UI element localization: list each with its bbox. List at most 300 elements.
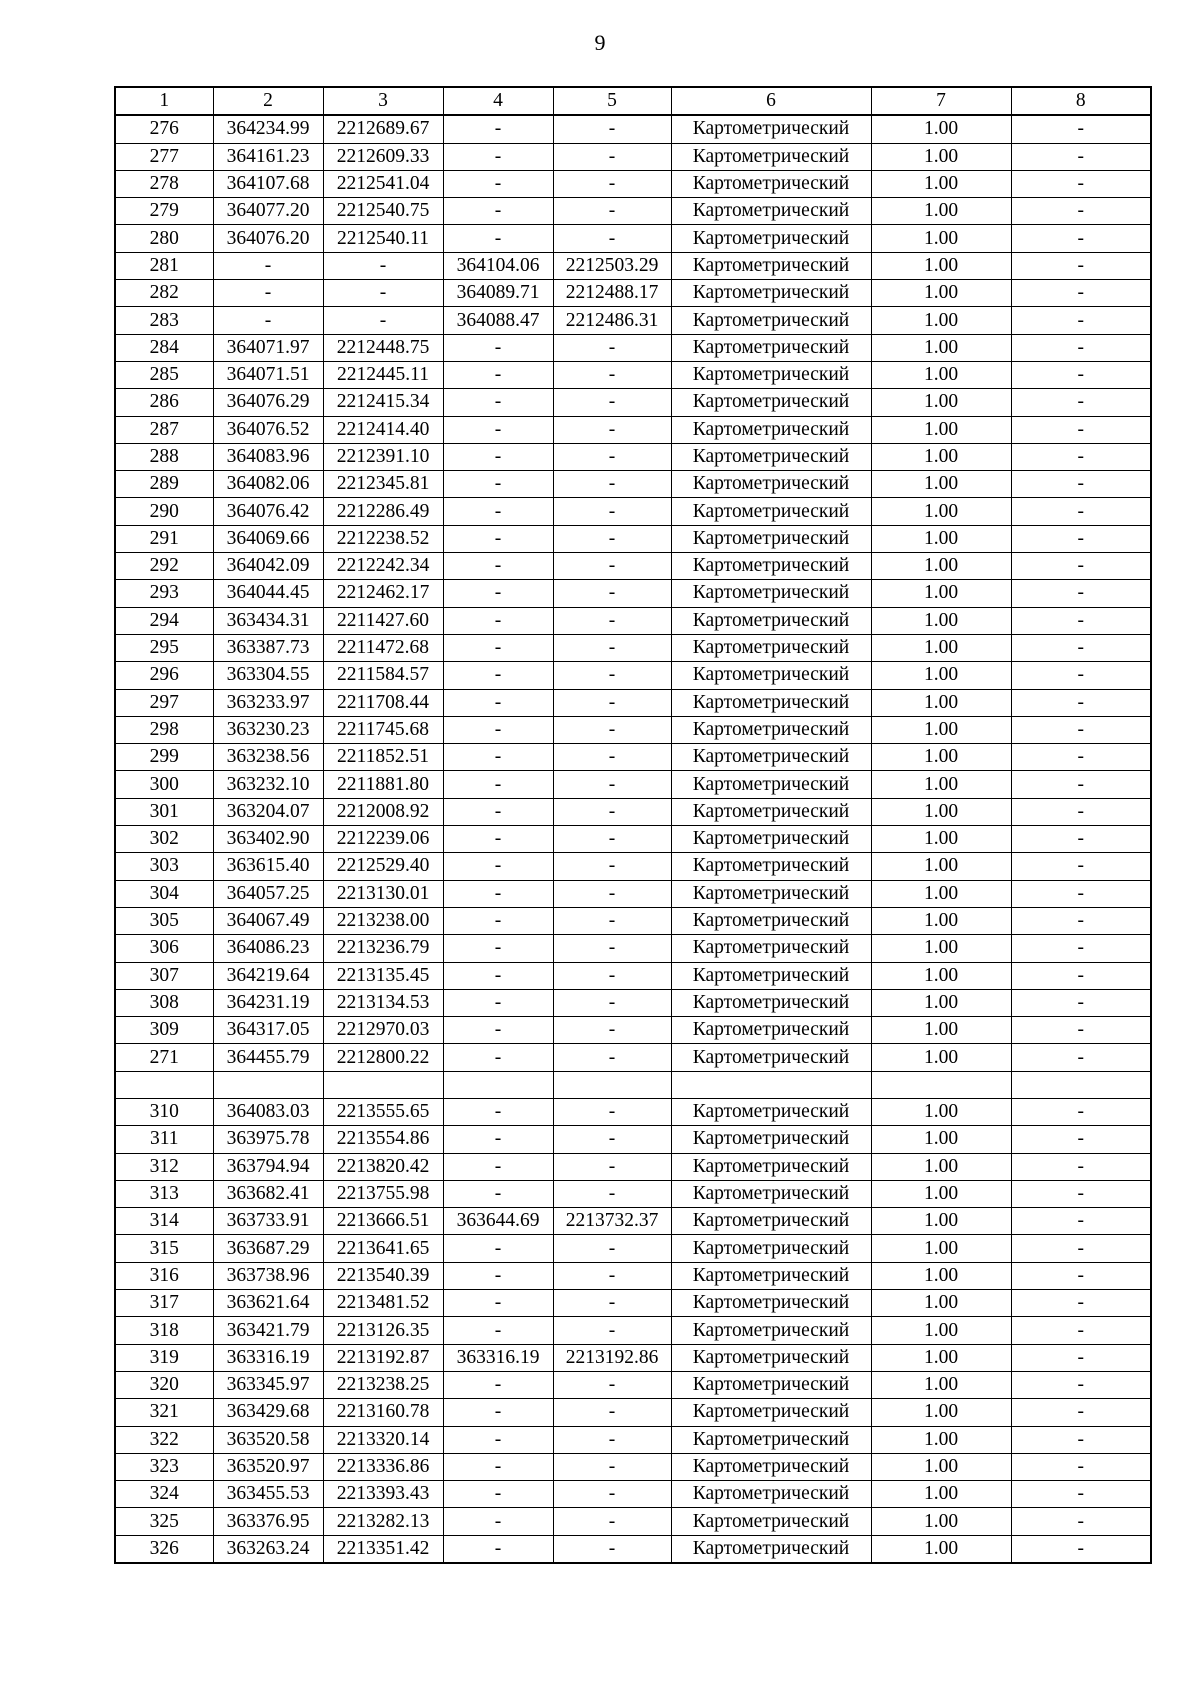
cell-refined-x: -	[443, 416, 553, 443]
cell-description: -	[1011, 498, 1151, 525]
cell-existing-y: 2212462.17	[323, 580, 443, 607]
cell-refined-x: -	[443, 962, 553, 989]
cell-description: -	[1011, 1317, 1151, 1344]
cell-refined-x	[443, 1071, 553, 1098]
cell-point-number: 325	[115, 1508, 213, 1535]
cell-existing-y: 2213755.98	[323, 1180, 443, 1207]
cell-accuracy: 1.00	[871, 498, 1011, 525]
cell-existing-x: 363615.40	[213, 853, 323, 880]
cell-description: -	[1011, 280, 1151, 307]
cell-description: -	[1011, 826, 1151, 853]
cell-existing-y: 2211472.68	[323, 634, 443, 661]
cell-method: Картометрический	[671, 1290, 871, 1317]
cell-refined-y: 2213192.86	[553, 1344, 671, 1371]
cell-existing-x: 364083.96	[213, 443, 323, 470]
cell-accuracy: 1.00	[871, 334, 1011, 361]
cell-description: -	[1011, 853, 1151, 880]
cell-refined-y: -	[553, 826, 671, 853]
cell-refined-y: -	[553, 225, 671, 252]
cell-method: Картометрический	[671, 1262, 871, 1289]
cell-point-number: 298	[115, 716, 213, 743]
cell-existing-x: 363238.56	[213, 744, 323, 771]
cell-description: -	[1011, 1344, 1151, 1371]
cell-refined-y: -	[553, 634, 671, 661]
cell-method: Картометрический	[671, 989, 871, 1016]
cell-method: Картометрический	[671, 907, 871, 934]
cell-method: Картометрический	[671, 744, 871, 771]
table-row	[115, 744, 1151, 771]
cell-existing-y: 2212689.67	[323, 115, 443, 143]
cell-description: -	[1011, 1371, 1151, 1398]
cell-refined-x: -	[443, 935, 553, 962]
cell-refined-x: -	[443, 634, 553, 661]
cell-refined-y: -	[553, 1235, 671, 1262]
cell-refined-y: -	[553, 935, 671, 962]
cell-existing-y: 2212609.33	[323, 143, 443, 170]
cell-point-number: 271	[115, 1044, 213, 1071]
cell-description: -	[1011, 1153, 1151, 1180]
table-row	[115, 1017, 1151, 1044]
cell-method: Картометрический	[671, 634, 871, 661]
cell-refined-x: 364088.47	[443, 307, 553, 334]
table-row	[115, 471, 1151, 498]
cell-existing-y: 2212445.11	[323, 361, 443, 388]
cell-existing-x: 363621.64	[213, 1290, 323, 1317]
cell-refined-x: -	[443, 880, 553, 907]
cell-accuracy: 1.00	[871, 1153, 1011, 1180]
cell-existing-y: 2212286.49	[323, 498, 443, 525]
cell-description: -	[1011, 115, 1151, 143]
cell-refined-x: -	[443, 662, 553, 689]
cell-refined-x: -	[443, 716, 553, 743]
cell-point-number: 316	[115, 1262, 213, 1289]
cell-existing-x: -	[213, 307, 323, 334]
cell-existing-y: 2212238.52	[323, 525, 443, 552]
table-row	[115, 525, 1151, 552]
cell-refined-y: 2213732.37	[553, 1208, 671, 1235]
cell-refined-x: -	[443, 1290, 553, 1317]
cell-existing-y: 2213820.42	[323, 1153, 443, 1180]
table-row	[115, 1535, 1151, 1563]
cell-accuracy	[871, 1071, 1011, 1098]
column-header: 8	[1011, 87, 1151, 115]
cell-method: Картометрический	[671, 198, 871, 225]
cell-description: -	[1011, 1017, 1151, 1044]
table-row	[115, 1235, 1151, 1262]
cell-description: -	[1011, 1453, 1151, 1480]
cell-existing-x: 364076.20	[213, 225, 323, 252]
cell-refined-x: -	[443, 1262, 553, 1289]
cell-point-number: 279	[115, 198, 213, 225]
cell-method: Картометрический	[671, 1126, 871, 1153]
cell-accuracy: 1.00	[871, 1399, 1011, 1426]
cell-description: -	[1011, 1481, 1151, 1508]
cell-point-number: 302	[115, 826, 213, 853]
cell-point-number: 292	[115, 553, 213, 580]
cell-accuracy: 1.00	[871, 1290, 1011, 1317]
cell-refined-x: -	[443, 607, 553, 634]
cell-existing-x: 363402.90	[213, 826, 323, 853]
cell-existing-y: 2212242.34	[323, 553, 443, 580]
cell-refined-x: 363316.19	[443, 1344, 553, 1371]
table-row	[115, 853, 1151, 880]
cell-existing-x: 363204.07	[213, 798, 323, 825]
table-row	[115, 826, 1151, 853]
cell-existing-x: 363304.55	[213, 662, 323, 689]
cell-accuracy: 1.00	[871, 1017, 1011, 1044]
cell-existing-x: 364234.99	[213, 115, 323, 143]
cell-refined-x: -	[443, 1453, 553, 1480]
cell-existing-y: 2212415.34	[323, 389, 443, 416]
cell-refined-x: -	[443, 1126, 553, 1153]
cell-existing-y: 2212529.40	[323, 853, 443, 880]
cell-refined-x: -	[443, 361, 553, 388]
cell-accuracy: 1.00	[871, 525, 1011, 552]
column-header: 4	[443, 87, 553, 115]
cell-existing-x: 363687.29	[213, 1235, 323, 1262]
cell-point-number: 307	[115, 962, 213, 989]
table-row	[115, 1071, 1151, 1098]
cell-accuracy: 1.00	[871, 1180, 1011, 1207]
cell-refined-y: -	[553, 580, 671, 607]
cell-existing-x: 364086.23	[213, 935, 323, 962]
cell-existing-y: 2213134.53	[323, 989, 443, 1016]
cell-method: Картометрический	[671, 389, 871, 416]
cell-description: -	[1011, 771, 1151, 798]
table-row	[115, 334, 1151, 361]
cell-point-number: 300	[115, 771, 213, 798]
cell-refined-y: -	[553, 498, 671, 525]
cell-point-number: 291	[115, 525, 213, 552]
cell-description: -	[1011, 225, 1151, 252]
cell-existing-x: 363455.53	[213, 1481, 323, 1508]
cell-method: Картометрический	[671, 1399, 871, 1426]
cell-description: -	[1011, 634, 1151, 661]
cell-accuracy: 1.00	[871, 225, 1011, 252]
cell-existing-y: 2213126.35	[323, 1317, 443, 1344]
cell-point-number: 296	[115, 662, 213, 689]
cell-existing-x: 363733.91	[213, 1208, 323, 1235]
cell-accuracy: 1.00	[871, 935, 1011, 962]
cell-method: Картометрический	[671, 252, 871, 279]
cell-existing-x: 364076.42	[213, 498, 323, 525]
cell-method: Картометрический	[671, 716, 871, 743]
cell-accuracy: 1.00	[871, 170, 1011, 197]
cell-method: Картометрический	[671, 525, 871, 552]
cell-accuracy: 1.00	[871, 1262, 1011, 1289]
cell-description: -	[1011, 580, 1151, 607]
cell-existing-y: 2213555.65	[323, 1098, 443, 1125]
cell-point-number: 286	[115, 389, 213, 416]
cell-description: -	[1011, 1044, 1151, 1071]
cell-refined-x: -	[443, 389, 553, 416]
cell-existing-y: 2213238.25	[323, 1371, 443, 1398]
cell-method: Картометрический	[671, 443, 871, 470]
cell-description: -	[1011, 798, 1151, 825]
cell-refined-y: -	[553, 880, 671, 907]
cell-method: Картометрический	[671, 1098, 871, 1125]
cell-point-number: 293	[115, 580, 213, 607]
cell-accuracy: 1.00	[871, 1208, 1011, 1235]
cell-accuracy: 1.00	[871, 771, 1011, 798]
cell-refined-y: -	[553, 716, 671, 743]
cell-refined-x: -	[443, 907, 553, 934]
cell-point-number: 294	[115, 607, 213, 634]
cell-existing-x: 364044.45	[213, 580, 323, 607]
cell-existing-x: 363345.97	[213, 1371, 323, 1398]
table-row	[115, 1126, 1151, 1153]
cell-existing-y: 2213236.79	[323, 935, 443, 962]
cell-description: -	[1011, 252, 1151, 279]
cell-method: Картометрический	[671, 853, 871, 880]
cell-method: Картометрический	[671, 334, 871, 361]
cell-existing-x: 364042.09	[213, 553, 323, 580]
table-row	[115, 252, 1151, 279]
table-row	[115, 1399, 1151, 1426]
cell-point-number: 324	[115, 1481, 213, 1508]
cell-description: -	[1011, 553, 1151, 580]
cell-description: -	[1011, 525, 1151, 552]
cell-accuracy: 1.00	[871, 1317, 1011, 1344]
cell-point-number: 297	[115, 689, 213, 716]
cell-accuracy: 1.00	[871, 662, 1011, 689]
cell-existing-y: -	[323, 307, 443, 334]
cell-existing-y: 2212800.22	[323, 1044, 443, 1071]
cell-description: -	[1011, 198, 1151, 225]
cell-point-number: 289	[115, 471, 213, 498]
cell-description: -	[1011, 1426, 1151, 1453]
cell-method: Картометрический	[671, 798, 871, 825]
cell-existing-x: 363794.94	[213, 1153, 323, 1180]
cell-existing-y: 2213540.39	[323, 1262, 443, 1289]
cell-existing-x: 364455.79	[213, 1044, 323, 1071]
cell-accuracy: 1.00	[871, 607, 1011, 634]
cell-existing-x: 363975.78	[213, 1126, 323, 1153]
cell-point-number: 315	[115, 1235, 213, 1262]
cell-method: Картометрический	[671, 580, 871, 607]
cell-description: -	[1011, 1235, 1151, 1262]
table-row	[115, 389, 1151, 416]
cell-refined-x: 364089.71	[443, 280, 553, 307]
cell-refined-y: -	[553, 1126, 671, 1153]
cell-description: -	[1011, 334, 1151, 361]
cell-refined-y: -	[553, 1290, 671, 1317]
table-row	[115, 1153, 1151, 1180]
table-row	[115, 689, 1151, 716]
cell-description: -	[1011, 935, 1151, 962]
cell-point-number: 309	[115, 1017, 213, 1044]
cell-accuracy: 1.00	[871, 115, 1011, 143]
table-row	[115, 634, 1151, 661]
cell-point-number: 288	[115, 443, 213, 470]
cell-method: Картометрический	[671, 935, 871, 962]
cell-existing-y: 2213320.14	[323, 1426, 443, 1453]
table-row	[115, 443, 1151, 470]
cell-refined-x: -	[443, 744, 553, 771]
cell-existing-x: -	[213, 280, 323, 307]
cell-accuracy: 1.00	[871, 1344, 1011, 1371]
cell-existing-y: 2213192.87	[323, 1344, 443, 1371]
cell-accuracy: 1.00	[871, 1508, 1011, 1535]
cell-point-number: 276	[115, 115, 213, 143]
cell-existing-x: 364077.20	[213, 198, 323, 225]
cell-point-number: 326	[115, 1535, 213, 1563]
cell-point-number: 318	[115, 1317, 213, 1344]
cell-existing-x: 364317.05	[213, 1017, 323, 1044]
cell-refined-y: -	[553, 1153, 671, 1180]
cell-point-number: 290	[115, 498, 213, 525]
table-row	[115, 361, 1151, 388]
cell-accuracy: 1.00	[871, 1371, 1011, 1398]
cell-accuracy: 1.00	[871, 716, 1011, 743]
cell-existing-y: 2212540.75	[323, 198, 443, 225]
cell-refined-y: -	[553, 1535, 671, 1563]
cell-method: Картометрический	[671, 471, 871, 498]
cell-existing-x: 364071.97	[213, 334, 323, 361]
table-row	[115, 280, 1151, 307]
cell-description: -	[1011, 1126, 1151, 1153]
cell-description: -	[1011, 1399, 1151, 1426]
cell-refined-x: -	[443, 798, 553, 825]
cell-description: -	[1011, 389, 1151, 416]
cell-refined-x: -	[443, 1508, 553, 1535]
cell-method: Картометрический	[671, 826, 871, 853]
cell-description: -	[1011, 962, 1151, 989]
cell-existing-y: -	[323, 280, 443, 307]
cell-point-number: 322	[115, 1426, 213, 1453]
cell-accuracy: 1.00	[871, 580, 1011, 607]
cell-existing-y: 2213160.78	[323, 1399, 443, 1426]
cell-method: Картометрический	[671, 880, 871, 907]
cell-refined-y: -	[553, 1399, 671, 1426]
cell-refined-y: -	[553, 1426, 671, 1453]
cell-existing-x: 363738.96	[213, 1262, 323, 1289]
cell-method: Картометрический	[671, 1426, 871, 1453]
cell-refined-x: -	[443, 1017, 553, 1044]
cell-method: Картометрический	[671, 115, 871, 143]
cell-point-number: 278	[115, 170, 213, 197]
cell-accuracy: 1.00	[871, 853, 1011, 880]
table-row	[115, 1371, 1151, 1398]
table-row	[115, 553, 1151, 580]
cell-description: -	[1011, 1180, 1151, 1207]
cell-existing-x: 363387.73	[213, 634, 323, 661]
cell-accuracy: 1.00	[871, 634, 1011, 661]
cell-method: Картометрический	[671, 771, 871, 798]
table-row	[115, 1208, 1151, 1235]
cell-refined-y: -	[553, 198, 671, 225]
cell-accuracy: 1.00	[871, 880, 1011, 907]
cell-point-number: 306	[115, 935, 213, 962]
cell-refined-y: -	[553, 907, 671, 934]
cell-refined-y	[553, 1071, 671, 1098]
cell-existing-x: 364069.66	[213, 525, 323, 552]
cell-refined-x: -	[443, 198, 553, 225]
header-row	[115, 87, 1151, 115]
cell-method: Картометрический	[671, 1017, 871, 1044]
cell-refined-x: -	[443, 1535, 553, 1563]
cell-accuracy: 1.00	[871, 198, 1011, 225]
cell-description: -	[1011, 1262, 1151, 1289]
table-row	[115, 935, 1151, 962]
column-header: 6	[671, 87, 871, 115]
cell-refined-x: -	[443, 334, 553, 361]
cell-description: -	[1011, 170, 1151, 197]
table-row	[115, 880, 1151, 907]
cell-point-number: 323	[115, 1453, 213, 1480]
cell-accuracy: 1.00	[871, 389, 1011, 416]
cell-accuracy: 1.00	[871, 962, 1011, 989]
cell-refined-y: -	[553, 143, 671, 170]
cell-description: -	[1011, 1535, 1151, 1563]
cell-refined-x: -	[443, 553, 553, 580]
cell-refined-y: -	[553, 1508, 671, 1535]
cell-refined-y: -	[553, 525, 671, 552]
cell-description: -	[1011, 416, 1151, 443]
cell-existing-y: 2211708.44	[323, 689, 443, 716]
cell-point-number: 285	[115, 361, 213, 388]
cell-method: Картометрический	[671, 607, 871, 634]
cell-existing-y: 2213641.65	[323, 1235, 443, 1262]
table-row	[115, 115, 1151, 143]
cell-existing-x: 364071.51	[213, 361, 323, 388]
cell-existing-x: 363376.95	[213, 1508, 323, 1535]
cell-existing-y: 2213666.51	[323, 1208, 443, 1235]
cell-refined-y: -	[553, 115, 671, 143]
cell-existing-x: 364076.29	[213, 389, 323, 416]
table-header	[115, 87, 1151, 115]
cell-refined-x: -	[443, 115, 553, 143]
cell-point-number: 304	[115, 880, 213, 907]
cell-refined-y: -	[553, 798, 671, 825]
cell-refined-y: -	[553, 361, 671, 388]
cell-existing-x: -	[213, 252, 323, 279]
cell-method: Картометрический	[671, 361, 871, 388]
table-row	[115, 1044, 1151, 1071]
cell-refined-y: -	[553, 1481, 671, 1508]
table-row	[115, 1262, 1151, 1289]
cell-existing-x: 363682.41	[213, 1180, 323, 1207]
cell-refined-x: -	[443, 443, 553, 470]
cell-refined-x: -	[443, 170, 553, 197]
table-row	[115, 580, 1151, 607]
cell-existing-y: 2212540.11	[323, 225, 443, 252]
cell-existing-x: 364231.19	[213, 989, 323, 1016]
cell-description: -	[1011, 443, 1151, 470]
cell-existing-y: 2211584.57	[323, 662, 443, 689]
cell-refined-y: -	[553, 553, 671, 580]
cell-existing-y: 2212541.04	[323, 170, 443, 197]
cell-existing-y	[323, 1071, 443, 1098]
cell-refined-x: -	[443, 1317, 553, 1344]
cell-existing-x: 364219.64	[213, 962, 323, 989]
cell-existing-x: 364107.68	[213, 170, 323, 197]
cell-description: -	[1011, 607, 1151, 634]
table-row	[115, 962, 1151, 989]
cell-point-number: 283	[115, 307, 213, 334]
table-row	[115, 498, 1151, 525]
cell-refined-x: -	[443, 1098, 553, 1125]
cell-existing-x: 363520.97	[213, 1453, 323, 1480]
cell-description: -	[1011, 744, 1151, 771]
cell-accuracy: 1.00	[871, 826, 1011, 853]
cell-method: Картометрический	[671, 689, 871, 716]
cell-point-number: 287	[115, 416, 213, 443]
cell-method: Картометрический	[671, 416, 871, 443]
cell-refined-x: -	[443, 989, 553, 1016]
cell-accuracy: 1.00	[871, 143, 1011, 170]
cell-refined-x: -	[443, 525, 553, 552]
